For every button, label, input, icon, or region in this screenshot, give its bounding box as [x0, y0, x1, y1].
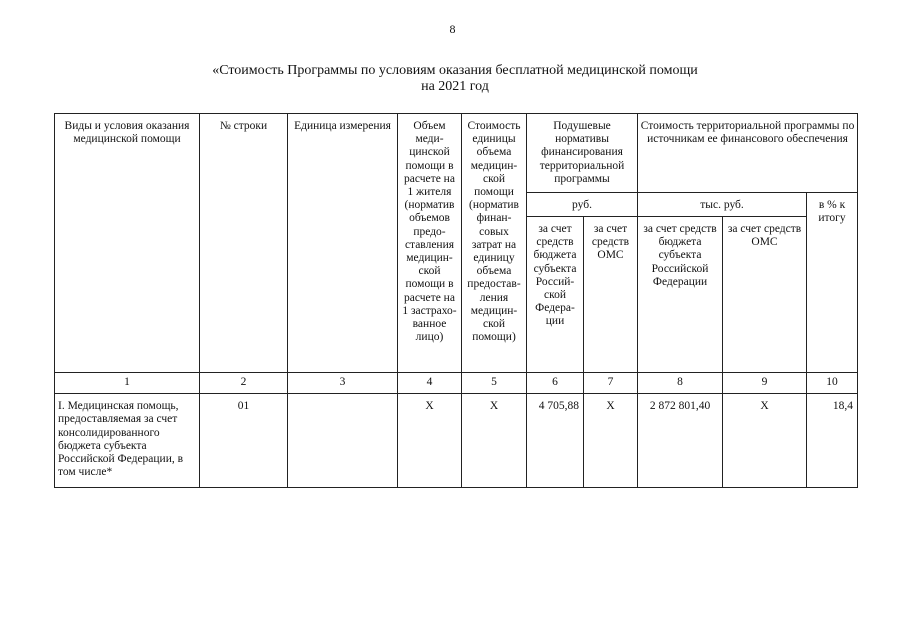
header-line-no: № строки: [200, 114, 288, 373]
header-unit-cost: Стоимость единицы объема медицин-ской помощи (норматив финан-совых затрат на единицу объема предостав-ления медицин-ской помощи): [462, 114, 527, 373]
header-budget-thousand: за счет средств бюджета субъекта Российской Федерации: [638, 217, 723, 373]
table-row: [55, 394, 858, 488]
column-number: 1: [55, 373, 200, 394]
row-volume: Х: [398, 394, 462, 488]
row-percent: 18,4: [807, 394, 858, 488]
column-number-row: [55, 373, 858, 394]
page-title: [150, 63, 760, 95]
header-oms-rub: за счет средств ОМС: [584, 217, 638, 373]
row-name: I. Медицинская помощь, предоставляемая за счет консолидированного бюджета субъекта Российской Федерации, в том числе*: [55, 394, 200, 488]
header-program-cost: Стоимость территориальной программы по источникам ее финансового обеспечения: [638, 114, 858, 193]
column-number: 10: [807, 373, 858, 394]
header-per-capita: Подушевые нормативы финансирования территориальной программы: [527, 114, 638, 193]
title-line-1: «Стоимость Программы по условиям оказания бесплатной медицинской помощи: [212, 63, 698, 78]
row-cost-budget: 2 872 801,40: [638, 394, 723, 488]
column-number: 5: [462, 373, 527, 394]
row-unit: [288, 394, 398, 488]
row-line-no: 01: [200, 394, 288, 488]
header-unit: Единица измерения: [288, 114, 398, 373]
header-percent: в % к итогу: [807, 193, 858, 373]
cost-table: [54, 113, 858, 488]
title-line-2: на 2021 год: [421, 79, 489, 94]
row-per-capita-budget: 4 705,88: [527, 394, 584, 488]
column-number: 9: [723, 373, 807, 394]
header-row-1: [55, 114, 858, 193]
row-cost-oms: Х: [723, 394, 807, 488]
column-number: 6: [527, 373, 584, 394]
header-thousand-rub: тыс. руб.: [638, 193, 807, 217]
column-number: 8: [638, 373, 723, 394]
column-number: 2: [200, 373, 288, 394]
header-budget-rub: за счет средств бюджета субъекта Россий-ской Федера-ции: [527, 217, 584, 373]
row-per-capita-oms: Х: [584, 394, 638, 488]
column-number: 4: [398, 373, 462, 394]
column-number: 7: [584, 373, 638, 394]
header-oms-thousand: за счет средств ОМС: [723, 217, 807, 373]
header-volume: Объем меди-цинской помощи в расчете на 1 жителя (норматив объемов предо-ставления медицин-ской помощи в расчете на 1 застрахо-ванное лицо): [398, 114, 462, 373]
header-rub: руб.: [527, 193, 638, 217]
column-number: 3: [288, 373, 398, 394]
header-kinds: Виды и условия оказания медицинской помощи: [55, 114, 200, 373]
row-unit-cost: Х: [462, 394, 527, 488]
page-number: 8: [449, 22, 456, 36]
